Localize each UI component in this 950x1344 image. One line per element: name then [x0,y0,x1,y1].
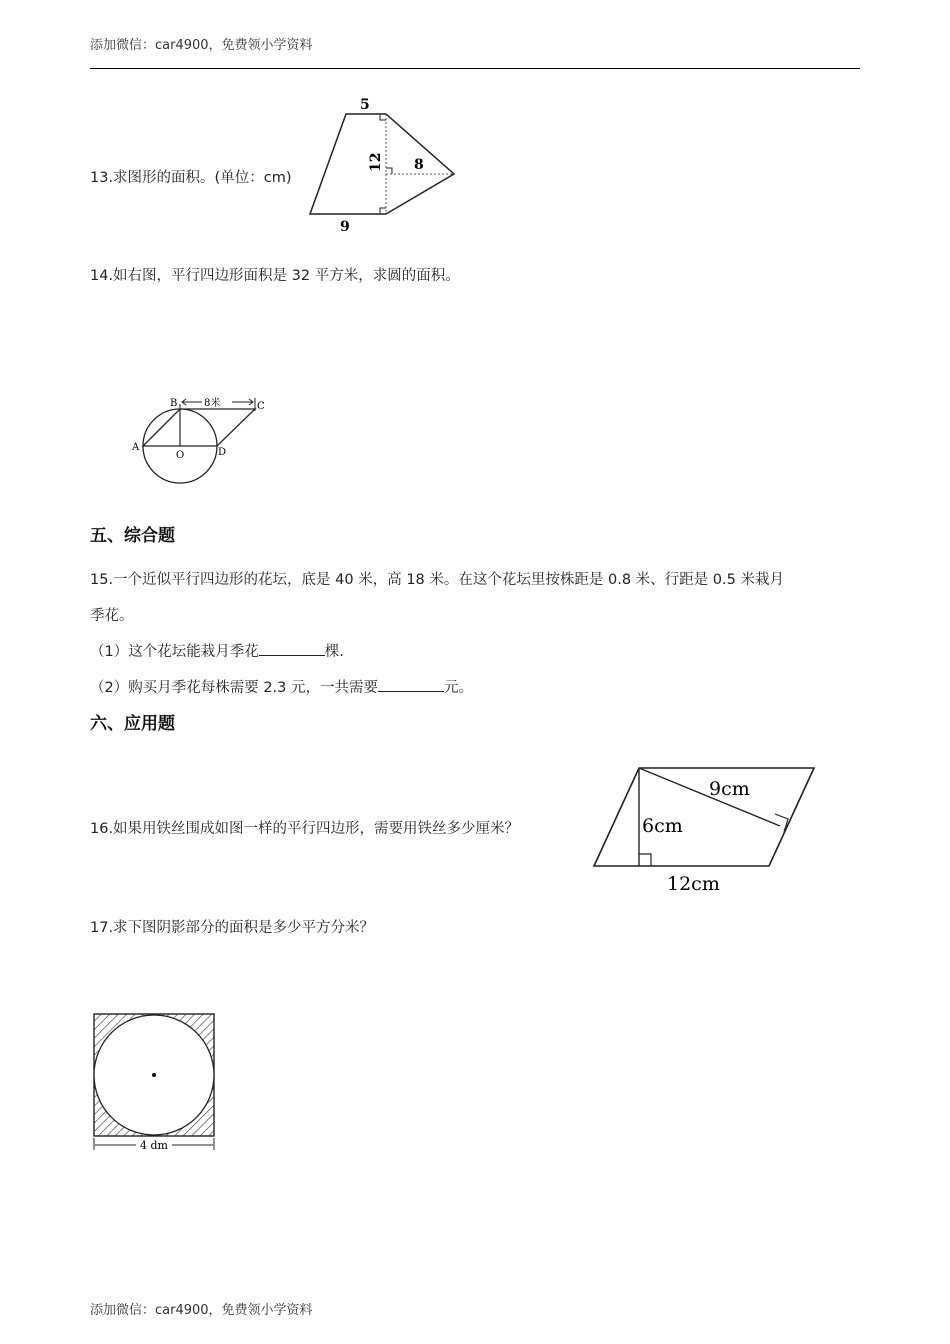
q16-base-label: 12cm [667,873,720,895]
question-15-sub2 [90,676,473,697]
q14-bc-label: 8米 [204,398,221,409]
header-rule [90,68,860,69]
q15-sub2-pre: （2）购买月季花每株需要 2.3 元，一共需要 [90,680,379,696]
q15-answer-blank-1[interactable] [259,641,325,656]
q15-sub2-post: 元。 [444,680,474,696]
q14-label-b: B [170,398,178,409]
q13-side-label: 8 [414,157,424,173]
q16-figure [585,758,825,898]
question-15-line2: 季花。 [90,608,134,624]
q17-width-label: 4 dm [140,1139,168,1152]
q16-diag-label: 9cm [709,778,750,800]
q14-label-d: D [218,447,227,458]
section-5-title: 五、综合题 [90,526,175,546]
q14-label-a: A [132,442,140,453]
q13-bottom-label: 9 [340,219,350,235]
question-13: 13.求图形的面积。(单位：cm) [90,170,292,186]
q15-answer-blank-2[interactable] [378,677,444,692]
question-15-line1: 15.一个近似平行四边形的花坛，底是 40 米，高 18 米。在这个花坛里按株距是 0.8 米、行距是 0.5 米栽月 [90,572,784,588]
q13-top-label: 5 [360,97,370,113]
q16-height-label: 6cm [642,815,683,837]
section-6-title: 六、应用题 [90,714,175,734]
q14-figure [128,388,278,488]
question-16: 16.如果用铁丝围成如图一样的平行四边形，需要用铁丝多少厘米？ [90,821,520,837]
question-17: 17.求下图阴影部分的面积是多少平方分米？ [90,920,375,936]
q13-height-label: 12 [368,152,384,172]
header-text: 添加微信：car4900，免费领小学资料 [90,38,313,53]
q15-sub1-post: 棵. [324,644,344,660]
question-14: 14.如右图，平行四边形面积是 32 平方米，求圆的面积。 [90,268,460,284]
q17-figure [88,1010,222,1156]
question-15-sub1 [90,640,344,661]
q13-figure [300,92,470,238]
q14-label-c: C [257,401,265,412]
q15-sub1-pre: （1）这个花坛能栽月季花 [90,644,259,660]
q14-label-o: O [176,450,185,461]
footer-text: 添加微信：car4900，免费领小学资料 [90,1303,313,1318]
